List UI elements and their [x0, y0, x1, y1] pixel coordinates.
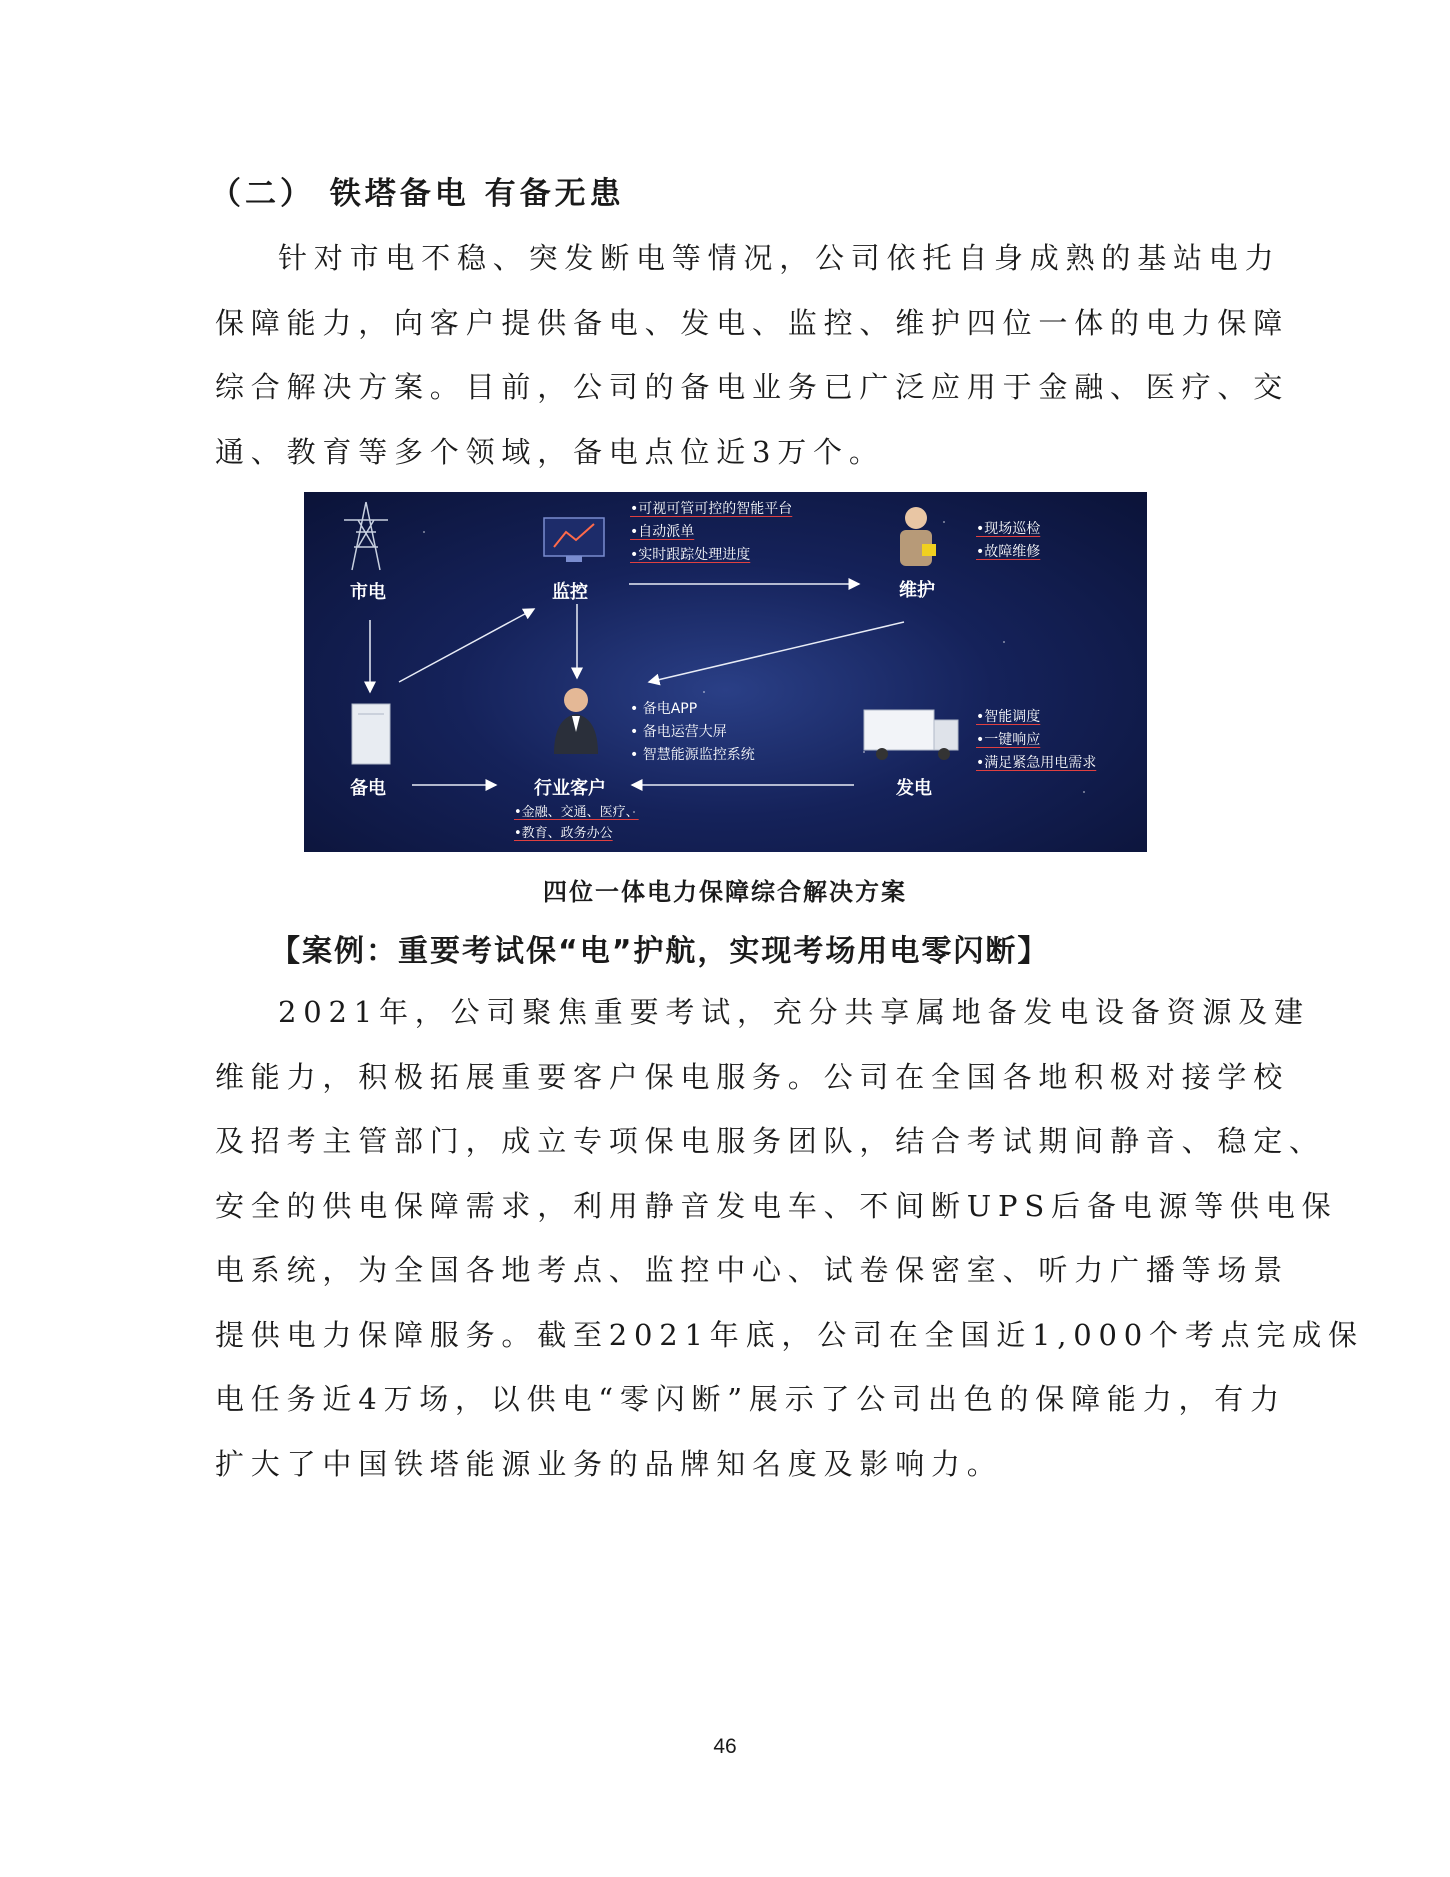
monitor-points	[630, 498, 792, 567]
bullet-item: •满足紧急用电需求	[976, 755, 1097, 771]
paragraph-line: 安全的供电保障需求，利用静音发电车、不间断UPS后备电源等供电保	[215, 1188, 1338, 1223]
paragraph-line: 2021年，公司聚焦重要考试，充分共享属地备发电设备资源及建	[278, 995, 1310, 1029]
paragraph-line: 扩大了中国铁塔能源业务的品牌知名度及影响力。	[215, 1446, 1003, 1481]
node-generate-label: 发电	[896, 778, 932, 799]
customer-person-icon	[554, 688, 598, 754]
section-heading: （二） 铁塔备电 有备无患	[210, 176, 625, 212]
paragraph-line: 提供电力保障服务。截至2021年底，公司在全国近1,000个考点完成保	[215, 1317, 1364, 1352]
paragraph-line: 电任务近4万场，以供电“零闪断”展示了公司出色的保障能力，有力	[215, 1382, 1286, 1416]
bullet-item: •一键响应	[976, 732, 1041, 748]
paragraph-line: 综合解决方案。目前，公司的备电业务已广泛应用于金融、医疗、交	[215, 370, 1290, 404]
bullet-item: • 智慧能源监控系统	[630, 747, 755, 763]
node-backup-label: 备电	[350, 778, 386, 799]
generate-points	[976, 706, 1096, 775]
node-customer-label: 行业客户	[534, 778, 606, 799]
paragraph-line: 及招考主管部门，成立专项保电服务团队，结合考试期间静音、稳定、	[215, 1124, 1325, 1158]
customer-points	[630, 698, 755, 767]
bullet-item: •现场巡检	[976, 521, 1041, 537]
bullet-item: •自动派单	[630, 524, 695, 540]
maintain-points	[976, 518, 1040, 564]
paragraph-line: 针对市电不稳、突发断电等情况，公司依托自身成熟的基站电力	[278, 241, 1281, 275]
paragraph-line: 保障能力，向客户提供备电、发电、监控、维护四位一体的电力保障	[215, 305, 1290, 340]
case-title: 【案例：重要考试保“电”护航，实现考场用电零闪断】	[270, 934, 1050, 969]
intro-paragraph	[215, 226, 1290, 484]
bullet-item: • 备电运营大屏	[630, 724, 727, 740]
bullet-item: •智能调度	[976, 709, 1041, 725]
bullet-item: • 备电APP	[630, 701, 698, 717]
battery-cabinet-icon	[352, 704, 390, 764]
figure-caption: 四位一体电力保障综合解决方案	[543, 878, 907, 906]
node-maintain-label: 维护	[899, 580, 935, 601]
power-tower-icon	[344, 502, 388, 570]
bullet-item: •实时跟踪处理进度	[630, 547, 751, 563]
paragraph-line: 通、教育等多个领域，备电点位近3万个。	[215, 434, 885, 469]
bullet-item: •可视可管可控的智能平台	[630, 501, 793, 517]
bullet-item: •教育、政务办公	[514, 826, 613, 841]
generator-truck-icon	[864, 710, 958, 760]
page-number: 46	[713, 1735, 737, 1758]
bullet-item: •金融、交通、医疗、	[514, 805, 639, 820]
node-monitor-label: 监控	[552, 582, 588, 603]
bullet-item: •故障维修	[976, 544, 1041, 560]
case-paragraph	[215, 980, 1364, 1496]
paragraph-line: 电系统，为全国各地考点、监控中心、试卷保密室、听力广播等场景	[215, 1253, 1290, 1287]
node-grid-label: 市电	[350, 582, 386, 603]
monitor-screen-icon	[544, 518, 604, 562]
paragraph-line: 维能力，积极拓展重要客户保电服务。公司在全国各地积极对接学校	[215, 1059, 1290, 1094]
worker-icon	[900, 507, 936, 566]
solution-diagram	[304, 492, 1147, 852]
sector-points	[514, 802, 639, 844]
